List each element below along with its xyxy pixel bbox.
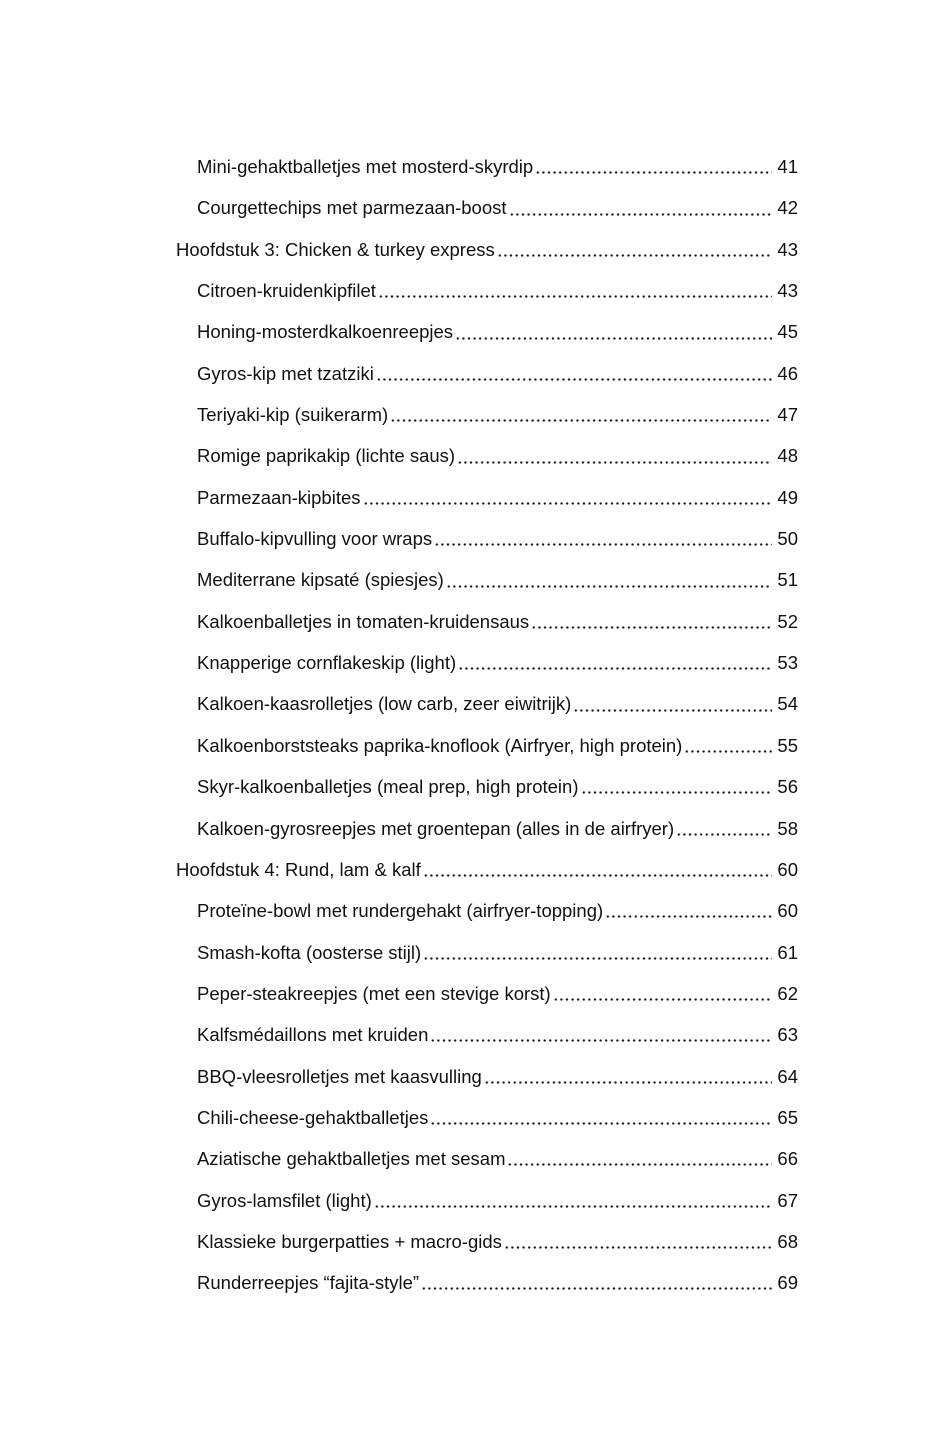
toc-entry-title: Chili-cheese-gehaktballetjes: [197, 1106, 429, 1128]
dot-leader: [421, 1287, 772, 1290]
toc-recipe-entry[interactable]: [176, 518, 798, 559]
toc-recipe-entry[interactable]: [176, 766, 798, 807]
toc-chapter-entry[interactable]: [176, 229, 798, 270]
toc-page-number: 52: [777, 610, 798, 632]
toc-page-number: 69: [777, 1272, 798, 1294]
dot-leader: [676, 833, 772, 836]
toc-entry-title: Hoofdstuk 4: Rund, lam & kalf: [176, 858, 421, 880]
dot-leader: [507, 1163, 772, 1166]
toc-page-number: 41: [777, 156, 798, 177]
toc-entry-title: Kalkoen-kaasrolletjes (low carb, zeer eiwitrijk): [197, 693, 572, 715]
dot-leader: [434, 543, 772, 546]
dot-leader: [509, 213, 773, 216]
dot-leader: [684, 750, 772, 753]
toc-page-number: 61: [777, 941, 798, 963]
toc-page-number: 58: [777, 817, 798, 839]
toc-recipe-entry[interactable]: [176, 683, 798, 724]
toc-entry-title: Aziatische gehaktballetjes met sesam: [197, 1148, 506, 1170]
toc-entry-title: Proteïne-bowl met rundergehakt (airfryer-topping): [197, 900, 604, 922]
dot-leader: [446, 585, 773, 588]
toc-entry-title: Mediterrane kipsaté (spiesjes): [197, 569, 444, 591]
toc-recipe-entry[interactable]: [176, 1138, 798, 1179]
toc-recipe-entry[interactable]: [176, 932, 798, 973]
toc-page-number: 45: [777, 321, 798, 343]
toc-entry-title: Gyros-lamsfilet (light): [197, 1189, 372, 1211]
dot-leader: [455, 337, 772, 340]
toc-recipe-entry[interactable]: [176, 808, 798, 849]
dot-leader: [390, 419, 772, 422]
toc-recipe-entry[interactable]: [176, 890, 798, 931]
toc-page-number: 49: [777, 486, 798, 508]
toc-recipe-entry[interactable]: [176, 973, 798, 1014]
toc-recipe-entry[interactable]: [176, 1014, 798, 1055]
toc-recipe-entry[interactable]: [176, 725, 798, 766]
toc-recipe-entry[interactable]: [176, 1097, 798, 1138]
toc-entry-title: Hoofdstuk 3: Chicken & turkey express: [176, 238, 495, 260]
toc-page-number: 48: [777, 445, 798, 467]
toc-entry-title: Skyr-kalkoenballetjes (meal prep, high protein): [197, 776, 579, 798]
toc-recipe-entry[interactable]: [176, 394, 798, 435]
toc-entry-title: Courgettechips met parmezaan-boost: [197, 197, 507, 219]
toc-page-number: 56: [777, 776, 798, 798]
toc-page-number: 55: [777, 734, 798, 756]
toc-recipe-entry[interactable]: [176, 146, 798, 187]
dot-leader: [581, 791, 773, 794]
dot-leader: [430, 1122, 772, 1125]
toc-page-number: 54: [777, 693, 798, 715]
dot-leader: [458, 667, 772, 670]
dot-leader: [423, 874, 773, 877]
toc-recipe-entry[interactable]: [176, 311, 798, 352]
toc-entry-title: Mini-gehaktballetjes met mosterd-skyrdip: [197, 156, 534, 177]
dot-leader: [363, 502, 773, 505]
dot-leader: [504, 1246, 773, 1249]
dot-leader: [430, 1039, 772, 1042]
toc-page-number: 50: [777, 528, 798, 550]
dot-leader: [457, 461, 772, 464]
dot-leader: [531, 626, 772, 629]
toc-entry-title: Kalfsmédaillons met kruiden: [197, 1024, 429, 1046]
toc-page-number: 62: [777, 982, 798, 1004]
toc-entry-title: Klassieke burgerpatties + macro-gids: [197, 1230, 502, 1252]
toc-entry-title: Kalkoenballetjes in tomaten-kruidensaus: [197, 610, 530, 632]
toc-recipe-entry[interactable]: [176, 187, 798, 228]
toc-entry-title: Kalkoenborststeaks paprika-knoflook (Airfryer, high protein): [197, 734, 683, 756]
toc-page-number: 47: [777, 404, 798, 426]
dot-leader: [376, 378, 773, 381]
toc-entry-title: Kalkoen-gyrosreepjes met groentepan (alles in de airfryer): [197, 817, 675, 839]
dot-leader: [497, 254, 773, 257]
toc-page-number: 43: [777, 280, 798, 302]
toc-entry-title: Honing-mosterdkalkoenreepjes: [197, 321, 454, 343]
toc-entry-title: Gyros-kip met tzatziki: [197, 362, 374, 384]
toc-page-number: 60: [777, 858, 798, 880]
toc-page-number: 64: [777, 1065, 798, 1087]
toc-entry-title: Runderreepjes “fajita-style”: [197, 1272, 420, 1294]
dot-leader: [535, 171, 772, 174]
dot-leader: [378, 295, 773, 298]
toc-page-number: 68: [777, 1230, 798, 1252]
toc-entry-title: Peper-steakreepjes (met een stevige korst): [197, 982, 551, 1004]
dot-leader: [605, 915, 772, 918]
toc-entry-title: Citroen-kruidenkipfilet: [197, 280, 376, 302]
toc-page-number: 53: [777, 652, 798, 674]
toc-entry-title: Parmezaan-kipbites: [197, 486, 361, 508]
toc-page-number: 46: [777, 362, 798, 384]
toc-page-number: 42: [777, 197, 798, 219]
toc-recipe-entry[interactable]: [176, 1180, 798, 1221]
toc-page-number: 66: [777, 1148, 798, 1170]
dot-leader: [553, 998, 773, 1001]
dot-leader: [484, 1081, 773, 1084]
toc-recipe-entry[interactable]: [176, 1056, 798, 1097]
toc-recipe-entry[interactable]: [176, 1262, 798, 1303]
toc-recipe-entry[interactable]: [176, 559, 798, 600]
toc-entry-title: BBQ-vleesrolletjes met kaasvulling: [197, 1065, 482, 1087]
toc-recipe-entry[interactable]: [176, 270, 798, 311]
toc-entry-title: Smash-kofta (oosterse stijl): [197, 941, 422, 963]
toc-entry-title: Romige paprikakip (lichte saus): [197, 445, 456, 467]
toc-page-number: 60: [777, 900, 798, 922]
toc-page-number: 43: [777, 238, 798, 260]
toc-page-number: 67: [777, 1189, 798, 1211]
table-of-contents: [176, 146, 798, 1304]
toc-chapter-entry[interactable]: [176, 849, 798, 890]
toc-recipe-entry[interactable]: [176, 642, 798, 683]
toc-recipe-entry[interactable]: [176, 1221, 798, 1262]
toc-entry-title: Teriyaki-kip (suikerarm): [197, 404, 389, 426]
toc-entry-title: Knapperige cornflakeskip (light): [197, 652, 457, 674]
toc-page-number: 63: [777, 1024, 798, 1046]
toc-page-number: 65: [777, 1106, 798, 1128]
toc-recipe-entry[interactable]: [176, 477, 798, 518]
dot-leader: [573, 709, 772, 712]
toc-recipe-entry[interactable]: [176, 601, 798, 642]
toc-recipe-entry[interactable]: [176, 353, 798, 394]
dot-leader: [374, 1205, 773, 1208]
toc-entry-title: Buffalo-kipvulling voor wraps: [197, 528, 433, 550]
toc-recipe-entry[interactable]: [176, 435, 798, 476]
toc-page-number: 51: [777, 569, 798, 591]
dot-leader: [423, 957, 772, 960]
